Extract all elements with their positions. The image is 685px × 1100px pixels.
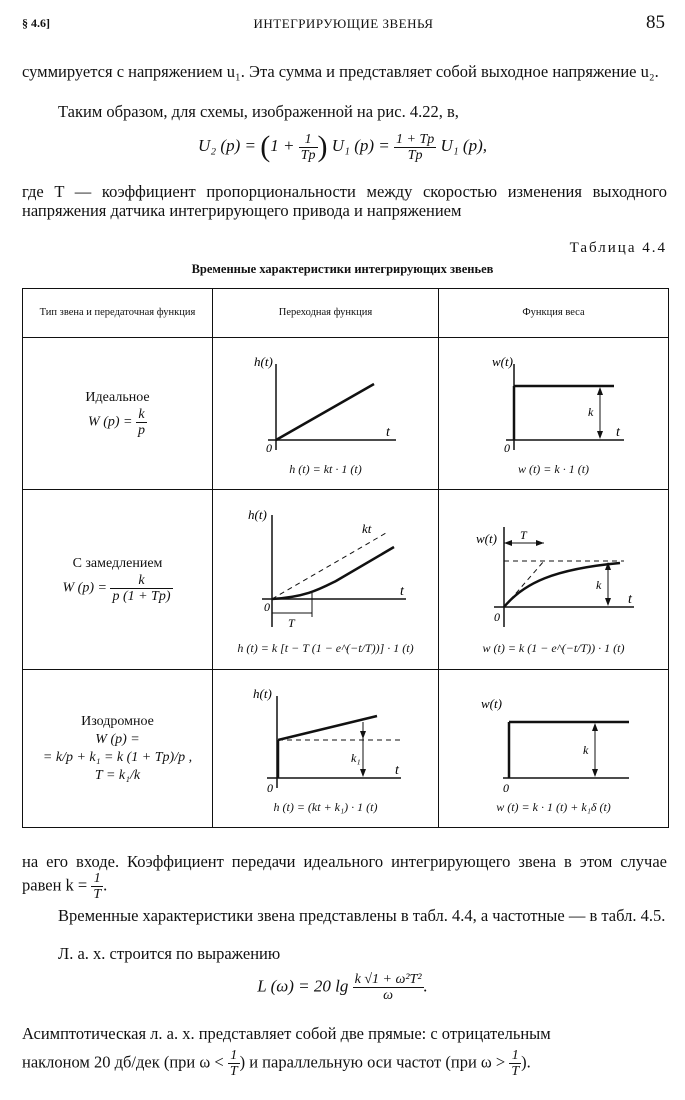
row-isodromic-w-graph	[439, 670, 669, 828]
table-header-row	[23, 289, 669, 338]
axis-label-t: t	[615, 424, 620, 440]
k-label: k	[595, 577, 601, 592]
caption-h-ideal: h (t) = kt · 1 (t)	[289, 461, 362, 476]
axis-label-w: w(t)	[475, 530, 497, 546]
T-label: T	[519, 527, 527, 542]
kt-label: kt	[361, 520, 371, 536]
formula-u2-right: U₁ (p),	[440, 135, 487, 155]
row-delay-w-graph	[439, 490, 669, 670]
fraction-lah: $\frac{\text{k √1 + ω²T²}}{\omega}$	[354, 972, 422, 1003]
characteristics-table	[22, 288, 669, 828]
header-weight: Функция веса	[439, 289, 669, 338]
fraction-1-over-tp: $\frac{1}{Tp}$	[300, 131, 316, 163]
row-formula: W (p) = $\frac{k}{p (1 + Tp)}$	[62, 573, 171, 604]
table-row	[23, 490, 669, 670]
table-title: Временные характеристики интегрирующих звеньев	[191, 262, 494, 276]
T-label: T	[287, 615, 295, 630]
origin-label: 0	[493, 609, 500, 624]
table-caption: Таблица 4.4	[569, 240, 667, 256]
T-arrow-left	[504, 540, 512, 546]
paragraph-5: Временные характеристики звена представлены в табл. 4.4, а частотные — в табл. 4.5.	[58, 906, 666, 925]
graph-w-delay	[464, 503, 644, 639]
formula-lah: L (ω) = 20 lg $\frac{\text{k √1 + ω²T²}}{\omega}$ .	[257, 972, 428, 1003]
axis-label-t: t	[394, 762, 399, 778]
row-formula: W (p) = $\frac{k}{p}$	[88, 407, 145, 438]
row-ideal-type	[23, 338, 213, 490]
row-ideal-h-graph	[213, 338, 439, 490]
fraction-1ptp-over-tp: $\frac{1 + Tp}{Tp}$	[396, 131, 435, 163]
running-title: ИНТЕГРИРУЮЩИЕ ЗВЕНЬЯ	[253, 16, 434, 31]
graph-w-ideal	[474, 350, 634, 460]
origin-label: 0	[265, 440, 272, 455]
k-arrow-up	[597, 387, 603, 395]
row-delay-h-graph	[213, 490, 439, 670]
kt-asymptote	[272, 533, 386, 599]
paragraph-2: Таким образом, для схемы, изображенной на рис. 4.22, в,	[58, 102, 459, 121]
k1-label: k₁	[350, 750, 360, 765]
row-name: Изодромное	[81, 713, 154, 729]
page-header	[22, 12, 665, 36]
fraction-1-over-T-b: $\frac{1}{T}$	[511, 1048, 520, 1079]
graph-w-isodromic	[469, 682, 639, 798]
axis-label-w: w(t)	[480, 695, 502, 711]
paragraph-1: суммируется с напряжением u₁. Эта сумма и представляет собой выходное напряжение u₂.	[22, 62, 659, 81]
graph-h-isodromic	[241, 682, 411, 798]
graph-h-delay	[236, 503, 416, 639]
h-curve	[272, 547, 394, 599]
fraction-1-over-T: $\frac{1}{T}$	[93, 871, 102, 902]
T-arrow-right	[536, 540, 544, 546]
origin-label: 0	[502, 780, 509, 795]
formula-u2-mid: U₁ (p) =	[331, 135, 390, 155]
axis-label-h: h(t)	[247, 506, 267, 522]
paren-close: )	[317, 130, 328, 163]
caption-w-isodromic: w (t) = k · 1 (t) + k₁δ (t)	[496, 799, 611, 814]
k1-arrow-down	[360, 769, 366, 777]
axis-label-h: h(t)	[252, 685, 272, 701]
axis-label-h: h(t)	[253, 353, 273, 369]
h-curve	[276, 384, 374, 440]
w-curve	[504, 563, 620, 607]
header-type: Тип звена и передаточная функция	[23, 289, 213, 338]
paragraph-8: наклоном 20 дб/дек (при ω < $\frac{1}{T}$ ) и параллельную оси частот (при ω > $\frac{1}{T}$ ).	[22, 1048, 531, 1079]
caption-w-ideal: w (t) = k · 1 (t)	[517, 461, 590, 476]
origin-label: 0	[263, 599, 270, 614]
k-arrow-down	[605, 598, 611, 606]
formula-u2-left: U₂ (p) =	[198, 135, 256, 155]
origin-label: 0	[503, 440, 510, 455]
axis-label-t: t	[627, 591, 632, 607]
section-ref: § 4.6]	[22, 16, 50, 30]
row-isodromic-type	[23, 670, 213, 828]
row-formula-line3: T = k₁/k	[94, 767, 141, 783]
row-delay-type	[23, 490, 213, 670]
caption-w-delay: w (t) = k (1 − e^(−t/T)) · 1 (t)	[482, 640, 625, 655]
axis-label-t: t	[399, 583, 404, 599]
k-arrow-down	[597, 431, 603, 439]
formula-u2-one: 1 +	[270, 135, 295, 155]
row-name: Идеальное	[85, 390, 150, 405]
fraction-1-over-T-a: $\frac{1}{T}$	[229, 1048, 238, 1079]
page-number: 85	[646, 12, 665, 33]
graph-h-ideal	[246, 350, 406, 460]
paren-open: (	[260, 130, 271, 163]
axis-label-w: w(t)	[491, 353, 513, 369]
k1-arrow	[360, 731, 366, 739]
formula-u2	[0, 130, 685, 164]
caption-h-isodromic: h (t) = (kt + k₁) · 1 (t)	[273, 799, 378, 814]
row-formula-line2: = k/p + k₁ = k (1 + Tp)/p ,	[42, 749, 193, 765]
k-label: k	[582, 742, 588, 757]
header-transient: Переходная функция	[213, 289, 439, 338]
row-name: С замедлением	[72, 556, 163, 571]
row-formula-line1: W (p) =	[95, 731, 140, 747]
k-arrow-up	[592, 723, 598, 731]
caption-h-delay: h (t) = k [t − T (1 − e^(−t/T))] · 1 (t)	[237, 640, 414, 655]
axis-label-t: t	[385, 424, 390, 440]
paragraph-4: на его входе. Коэффициент передачи идеального интегрирующего звена в этом случае равен k = $\frac{1}{T}$ .	[22, 852, 667, 902]
row-ideal-w-graph	[439, 338, 669, 490]
paragraph-6: Л. а. х. строится по выражению	[58, 944, 281, 963]
row-isodromic-h-graph	[213, 670, 439, 828]
origin-label: 0	[266, 780, 273, 795]
table-row	[23, 338, 669, 490]
k-label: k	[587, 404, 593, 419]
paragraph-3: где T — коэффициент пропорциональности между скоростью изменения выходного напряжения датчика интегрирующего привода и напряжением	[22, 182, 667, 220]
k-arrow-down	[592, 769, 598, 777]
table-row	[23, 670, 669, 828]
paragraph-7: Асимптотическая л. а. х. представляет собой две прямые: с отрицательным	[22, 1024, 551, 1043]
